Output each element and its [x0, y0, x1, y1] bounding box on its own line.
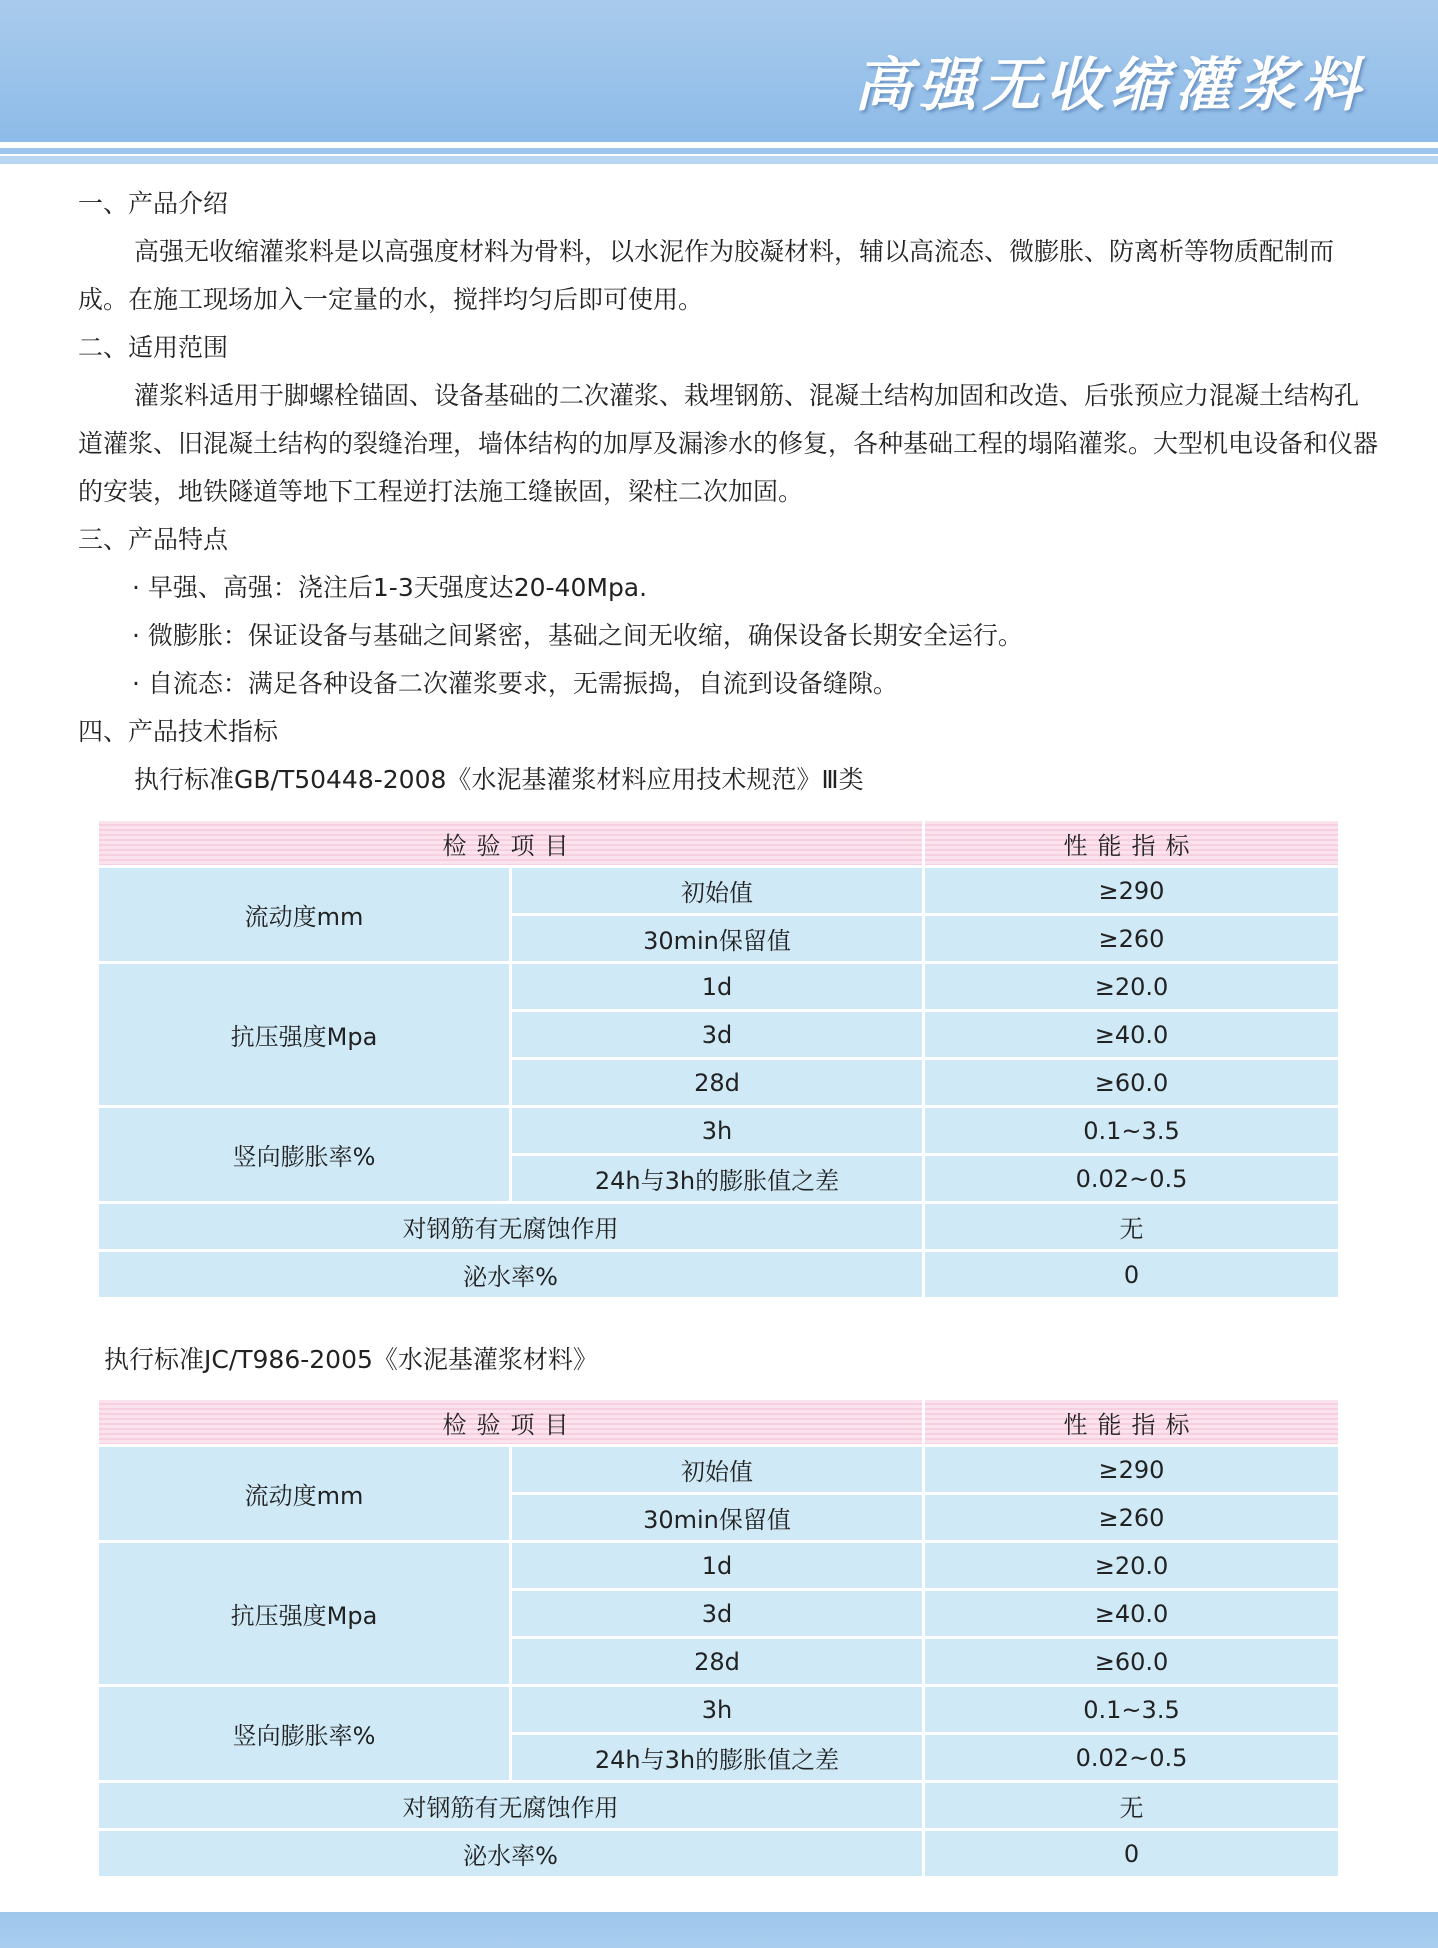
row-sub: 1d	[512, 964, 922, 1009]
intro-paragraph: 高强无收缩灌浆料是以高强度材料为骨料，以水泥作为胶凝材料，辅以高流态、微膨胀、防离析等物质配制而成。在施工现场加入一定量的水，搅拌均匀后即可使用。	[78, 237, 1335, 314]
row-label: 泌水率%	[99, 1252, 922, 1297]
row-value: ≥290	[925, 868, 1338, 913]
row-sub: 28d	[512, 1639, 922, 1684]
header-item: 检验项目	[99, 821, 922, 865]
row-sub: 3d	[512, 1012, 922, 1057]
table-row	[99, 1687, 1338, 1732]
row-label: 竖向膨胀率%	[99, 1108, 509, 1201]
spec-table-1	[96, 818, 1341, 1300]
standard-2: 执行标准JC/T986-2005《水泥基灌浆材料》	[104, 1345, 598, 1374]
row-label: 对钢筋有无腐蚀作用	[99, 1783, 922, 1828]
row-label: 对钢筋有无腐蚀作用	[99, 1204, 922, 1249]
row-sub: 30min保留值	[512, 916, 922, 961]
row-value: ≥260	[925, 1495, 1338, 1540]
feature-item: · 自流态：满足各种设备二次灌浆要求，无需振捣，自流到设备缝隙。	[132, 669, 898, 698]
table-row	[99, 868, 1338, 913]
row-label: 流动度mm	[99, 1447, 509, 1540]
footer-band	[0, 1908, 1438, 1948]
row-value: ≥60.0	[925, 1060, 1338, 1105]
row-sub: 24h与3h的膨胀值之差	[512, 1156, 922, 1201]
row-value: 无	[925, 1783, 1338, 1828]
table-row	[99, 1447, 1338, 1492]
row-sub: 24h与3h的膨胀值之差	[512, 1735, 922, 1780]
row-label: 竖向膨胀率%	[99, 1687, 509, 1780]
page-title: 高强无收缩灌浆料	[853, 51, 1366, 119]
row-value: 0.02~0.5	[925, 1156, 1338, 1201]
row-sub: 3d	[512, 1591, 922, 1636]
table-row	[99, 1543, 1338, 1588]
section-heading-scope: 二、适用范围	[78, 333, 229, 362]
row-label: 抗压强度Mpa	[99, 964, 509, 1105]
section-heading-features: 三、产品特点	[78, 525, 229, 554]
row-value: ≥40.0	[925, 1012, 1338, 1057]
row-value: 0	[925, 1252, 1338, 1297]
row-label: 泌水率%	[99, 1831, 922, 1876]
header-banner	[0, 0, 1438, 142]
row-value: ≥260	[925, 916, 1338, 961]
content	[78, 180, 1378, 804]
row-value: ≥20.0	[925, 1543, 1338, 1588]
row-sub: 初始值	[512, 1447, 922, 1492]
row-label: 流动度mm	[99, 868, 509, 961]
table-row	[99, 1108, 1338, 1153]
spec-table-2	[96, 1397, 1341, 1879]
row-sub: 3h	[512, 1108, 922, 1153]
header-performance: 性能指标	[925, 1400, 1338, 1444]
feature-item: · 微膨胀：保证设备与基础之间紧密，基础之间无收缩，确保设备长期安全运行。	[132, 621, 1023, 650]
section-heading-spec: 四、产品技术指标	[78, 717, 279, 746]
row-value: 无	[925, 1204, 1338, 1249]
table-header-row	[99, 1400, 1338, 1444]
row-value: 0.1~3.5	[925, 1687, 1338, 1732]
table-header-row	[99, 821, 1338, 865]
row-value: ≥290	[925, 1447, 1338, 1492]
header-item: 检验项目	[99, 1400, 922, 1444]
row-sub: 1d	[512, 1543, 922, 1588]
scope-paragraph: 灌浆料适用于脚螺栓锚固、设备基础的二次灌浆、栽埋钢筋、混凝土结构加固和改造、后张预应力混凝土结构孔道灌浆、旧混凝土结构的裂缝治理，墙体结构的加厚及漏渗水的修复，各种基础工程的塌陷灌浆。大型机电设备和仪器的安装，地铁隧道等地下工程逆打法施工缝嵌固，梁柱二次加固。	[78, 381, 1379, 506]
header-stripe	[0, 142, 1438, 164]
row-value: 0	[925, 1831, 1338, 1876]
row-label: 抗压强度Mpa	[99, 1543, 509, 1684]
row-value: ≥60.0	[925, 1639, 1338, 1684]
table-row	[99, 1204, 1338, 1249]
row-sub: 30min保留值	[512, 1495, 922, 1540]
feature-item: · 早强、高强：浇注后1-3天强度达20-40Mpa.	[132, 573, 648, 602]
table-row	[99, 964, 1338, 1009]
header-performance: 性能指标	[925, 821, 1338, 865]
row-value: ≥40.0	[925, 1591, 1338, 1636]
row-value: 0.02~0.5	[925, 1735, 1338, 1780]
row-sub: 28d	[512, 1060, 922, 1105]
row-sub: 初始值	[512, 868, 922, 913]
table-row	[99, 1783, 1338, 1828]
table-row	[99, 1252, 1338, 1297]
row-value: 0.1~3.5	[925, 1108, 1338, 1153]
row-sub: 3h	[512, 1687, 922, 1732]
section-heading-intro: 一、产品介绍	[78, 189, 229, 218]
table-row	[99, 1831, 1338, 1876]
standard-1: 执行标准GB/T50448-2008《水泥基灌浆材料应用技术规范》Ⅲ类	[134, 765, 864, 794]
row-value: ≥20.0	[925, 964, 1338, 1009]
